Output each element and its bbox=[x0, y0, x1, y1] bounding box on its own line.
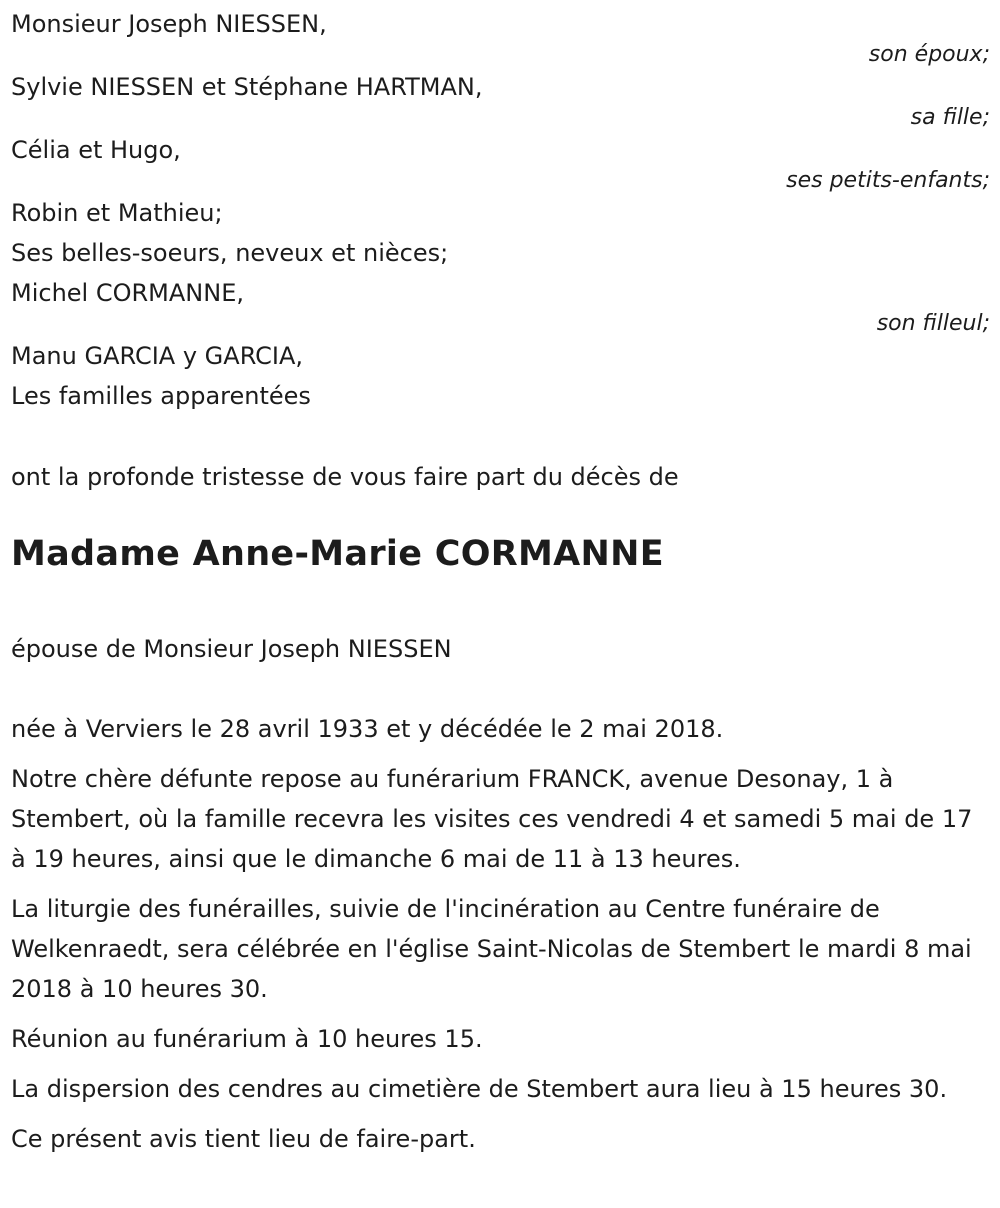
funerarium-paragraph: Notre chère défunte repose au funérarium FRANCK, avenue Desonay, 1 à Stembert, où la famille recevra les visites ces vendredi 4 et samedi 5 mai de 17 à 19 heures, ainsi que le dimanche 6 mai de 11 à 13 heures. bbox=[11, 765, 973, 873]
family-member: Célia et Hugo, bbox=[11, 136, 181, 164]
family-member: Robin et Mathieu; bbox=[11, 199, 223, 227]
family-role: son filleul; bbox=[876, 311, 990, 336]
family-member: Manu GARCIA y GARCIA, bbox=[11, 342, 304, 370]
family-role: ses petits-enfants; bbox=[786, 168, 990, 193]
family-member: Les familles apparentées bbox=[11, 382, 311, 410]
announcement-intro: ont la profonde tristesse de vous faire part du décès de bbox=[11, 463, 679, 491]
family-role: son époux; bbox=[868, 42, 990, 67]
deceased-name: Madame Anne-Marie CORMANNE bbox=[11, 534, 664, 574]
family-member: Michel CORMANNE, bbox=[11, 279, 244, 307]
family-list bbox=[11, 0, 990, 416]
meeting-paragraph: Réunion au funérarium à 10 heures 15. bbox=[11, 1025, 483, 1053]
family-role: sa fille; bbox=[910, 105, 990, 130]
notice-body bbox=[11, 709, 990, 1159]
birth-death-paragraph: née à Verviers le 28 avril 1933 et y décédée le 2 mai 2018. bbox=[11, 715, 724, 743]
family-member: Ses belles-soeurs, neveux et nièces; bbox=[11, 239, 449, 267]
spouse-line: épouse de Monsieur Joseph NIESSEN bbox=[11, 635, 452, 663]
closing-paragraph: Ce présent avis tient lieu de faire-part. bbox=[11, 1125, 476, 1153]
ashes-paragraph: La dispersion des cendres au cimetière de Stembert aura lieu à 15 heures 30. bbox=[11, 1075, 948, 1103]
liturgy-paragraph: La liturgie des funérailles, suivie de l'incinération au Centre funéraire de Welkenraedt, sera célébrée en l'église Saint-Nicolas de Stembert le mardi 8 mai 2018 à 10 heures 30. bbox=[11, 895, 972, 1003]
family-member: Sylvie NIESSEN et Stéphane HARTMAN, bbox=[11, 73, 483, 101]
family-member: Monsieur Joseph NIESSEN, bbox=[11, 10, 327, 38]
